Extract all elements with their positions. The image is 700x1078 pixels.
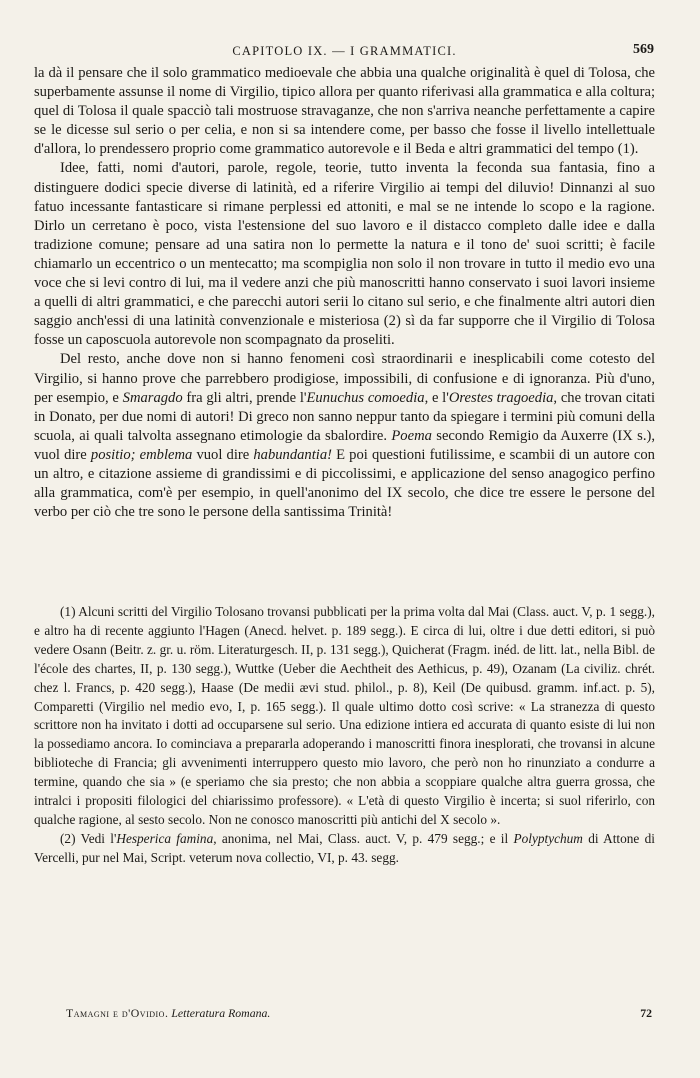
footnote-2 xyxy=(34,830,655,868)
footnotes xyxy=(34,603,655,868)
text-run: secondo Remigio da Auxerre (IX s.), vuol dire xyxy=(34,427,655,463)
italic-term: Eunuchus comoedia xyxy=(306,389,425,406)
running-header xyxy=(35,44,654,60)
italic-term: Hesperica famina xyxy=(116,830,214,846)
text-run: Del resto, anche dove non si hanno fenomeni così straordinarii e inesplicabili come cotesto del Virgilio, si hanno prove che parrebbero prodigiose, impossibili, di confusione e di ignoranza. Più d'uno, per esempio, e xyxy=(34,351,655,406)
chapter-title: CAPITOLO IX. — I GRAMMATICI. xyxy=(232,44,457,58)
printer-signature: 72 xyxy=(640,1006,652,1020)
page-number: 569 xyxy=(633,42,654,57)
italic-term: Smaragdo xyxy=(122,389,183,406)
footer-authors: Tamagni e d'Ovidio. xyxy=(66,1006,169,1020)
italic-term: habundantia! xyxy=(253,446,332,463)
text-run: di Attone di Vercelli, pur nel Mai, Script. veterum nova collectio, VI, p. 43. segg. xyxy=(34,830,655,865)
page-footer xyxy=(66,1006,652,1022)
text-run: (2) Vedi l' xyxy=(60,830,117,846)
paragraph: la dà il pensare che il solo grammatico medioevale che abbia una qualche originalità è quel di Tolosa, che superbamente assunse il nome di Virgilio, tipico allora per quanto riferivasi alla grammatica e alla coltura; quel di Tolosa il quale spacciò tali mostruose stravaganze, che non s'arriva neanche perfettamente a capire se le dicesse sul serio o per celia, e non si sa intendere come, per basso che fosse il livello intellettuale d'allora, lo prendessero proprio come grammatico autorevole e il Beda e altri grammatici del tempo (1). xyxy=(34,65,655,158)
italic-term: Poema xyxy=(391,427,432,444)
text-run: , e l' xyxy=(424,389,449,406)
text-run: , che trovan citati in Donato, per due nomi di autori! Di greco non sanno neppur tanto da spiegare i termini più comuni della scuola, ai quali talvolta assegnano etimologie da sbalordire. xyxy=(34,389,656,444)
text-run: , anonima, nel Mai, Class. auct. V, p. 479 segg.; e il xyxy=(213,830,514,846)
text-run: fra gli altri, prende l' xyxy=(182,389,307,406)
paragraph: Idee, fatti, nomi d'autori, parole, regole, teorie, tutto inventa la feconda sua fantasia, fino a distinguere dodici specie diverse di latinità, ed a riferire Virgilio ai tempi del diluvio! Dinnanzi al suo fatuo incessante fantasticare si rimane perplessi ed attoniti, e mal se ne intende lo scopo e la ragione. Dirlo un cerretano è poco, vista l'estensione del suo lavoro e il distacco completo dalle idee e dalla tradizione comune; pensare ad una satira non lo permette la natura e il tono de' suoi scritti; è facile chiamarlo un eccentrico o un mentecatto; ma scompiglia non solo il non trovare in tutto il medio evo una voce che si levi contro di lui, ma il vedere anzi che più manoscritti hanno conservato i suoi lavori insieme a quelli di altri grammatici, e che parecchi autori serii lo citano sul serio, e che finalmente altri autori dien saggio anch'essi di una latinità convenzionale e misteriosa (2) sì da far supporre che il Virgilio di Tolosa fosse un caposcuola autorevole non scompagnato da proseliti. xyxy=(34,160,655,349)
paragraph xyxy=(34,350,655,522)
text-run: vuol dire xyxy=(192,446,254,463)
footnote-1: (1) Alcuni scritti del Virgilio Tolosano trovansi pubblicati per la prima volta dal Mai (Class. auct. V, p. 1 segg.), e altro ha di recente aggiunto l'Hagen (Anecd. helvet. p. 189 segg.). E circa di lui, oltre i due detti editori, si può vedere Osann (Beitr. z. gr. u. röm. Literaturgesch. II, p. 131 segg.), Quicherat (Fragm. inéd. de litt. lat., nella Bibl. de l'école des chartes, II, p. 130 segg.), Wuttke (Ueber die Aechtheit des Aethicus, p. 49), Ozanam (La civiliz. chrét. chez l. Francs, p. 420 segg.), Haase (De medii ævi stud. philol., p. 8), Keil (De quibusd. gramm. inf.act. p. 5), Comparetti (Virgilio nel medio evo, I, p. 165 segg.). Il quale ultimo dotto così scrive: « La stranezza di questo scrittore non ha invitato i dotti ad occuparsene sul serio. Una edizione intiera ed accurata di quanto esiste di lui non la possediamo ancora. Io cominciava a prepararla adoperando i manoscritti finora inesplorati, che trovansi in alcune biblioteche di Francia; gli avvenimenti interruppero questo mio lavoro, che però non ho rinunziato a condurre a termine, quando che sia » (e speriamo che sia presto; che non abbia a scoppiare qualche altra guerra grossa, che intralci i propositi filologici del chiarissimo professore). « L'età di questo Virgilio è incerta; si suol riferirlo, con qualche ragione, al sesto secolo. Non ne conosco manoscritti più antichi del X secolo ». xyxy=(34,604,655,827)
italic-term: Polyptychum xyxy=(513,830,583,846)
italic-term: Orestes tragoedia xyxy=(448,389,554,406)
main-text xyxy=(34,64,655,522)
text-run: E poi questioni futilissime, e scambii di un autore con un altro, e citazione assieme di grandissimi e di piccolissimi, e applicazione del senso anagogico perfino alla grammatica, com'è per esempio, in quell'anonimo del IX secolo, che dice tre essere le persone del verbo per ciò che tre sono le persone della santissima Trinità! xyxy=(34,446,655,521)
italic-term: positio; emblema xyxy=(90,446,193,463)
footer-book-title: Letteratura Romana. xyxy=(171,1006,271,1020)
